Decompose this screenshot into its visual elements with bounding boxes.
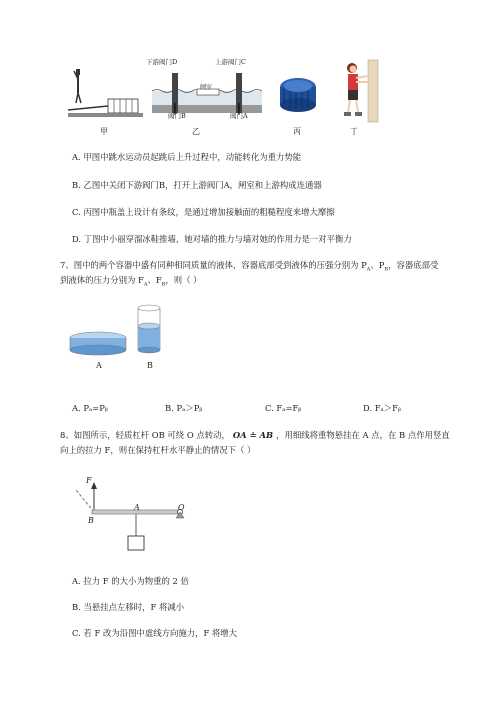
- q7-containers-figure: [68, 300, 178, 360]
- q6-option-b: B. 乙图中关闭下游阀门B，打开上游阀门A，闸室和上游构成连通器: [72, 180, 322, 190]
- figure-row-top: [60, 55, 380, 140]
- q7-sub-fa: A: [143, 281, 148, 288]
- container-a: [70, 332, 126, 355]
- girl-pushing-wall-illustration: [340, 60, 380, 125]
- q8-stem-1a: 8、如图所示，轻质杠杆 OB 可绕 O 点转动，: [60, 430, 230, 440]
- caption-yi: 乙: [192, 127, 200, 136]
- q7-stem-1b: 、P: [370, 260, 385, 270]
- label-valve-c: 上游阀门C: [215, 58, 246, 66]
- q7-option-d: D. Fₐ＞Fᵦ: [363, 403, 402, 413]
- caption-bing: 丙: [293, 127, 301, 136]
- q6-option-d: D. 丁图中小丽穿溜冰鞋推墙，她对墙的推力与墙对她的作用力是一对平衡力: [72, 234, 352, 244]
- q7-sub-pa: A: [366, 266, 371, 273]
- q8-option-c: C. 若 F 改为沿图中虚线方向施力，F 将增大: [72, 628, 238, 638]
- container-b: [138, 305, 160, 353]
- q7-label-b: B: [147, 361, 153, 370]
- q7-option-b: B. Pₐ＞Pᵦ: [165, 403, 203, 413]
- q8-stem-1b: ，用细线将重物悬挂在 A 点，在 B 点作用竖直: [276, 430, 450, 440]
- q7-stem-2b: 、F: [147, 275, 162, 285]
- q7-sub-fb: B: [161, 281, 166, 288]
- q7-option-c: C. Fₐ=Fᵦ: [265, 403, 302, 413]
- caption-ding: 丁: [350, 127, 358, 136]
- label-valve-b: 阀门B: [168, 112, 186, 120]
- q7-label-a: A: [96, 361, 102, 370]
- q8-option-b: B. 当悬挂点左移时，F 将减小: [72, 602, 185, 612]
- label-chamber: 闸室: [200, 84, 213, 91]
- label-valve-d: 下游阀门D: [146, 58, 178, 66]
- diver-illustration: [68, 63, 148, 133]
- q8-label-b: B: [88, 516, 94, 525]
- q7-stem-2a: 到液体的压力分别为 F: [60, 275, 144, 285]
- q8-formula: OA ≐ AB: [232, 430, 274, 440]
- q7-stem-1a: 7、图中的两个容器中盛有同种相同质量的液体，容器底部受到液体的压强分别为 P: [60, 260, 367, 270]
- q6-option-a: A. 甲图中跳水运动员起跳后上升过程中，动能转化为重力势能: [72, 152, 302, 162]
- q7-stem-2c: ，则（ ）: [165, 275, 202, 285]
- bottle-cap-illustration: [274, 73, 324, 118]
- q8-option-a: A. 拉力 F 的大小为物重的 2 倍: [72, 576, 189, 586]
- q7-stem-1c: ，容器底部受: [388, 260, 439, 270]
- caption-jia: 甲: [100, 127, 108, 136]
- q8-label-o: O: [178, 503, 185, 512]
- q6-option-c: C. 丙图中瓶盖上设计有条纹，是通过增加接触面的粗糙程度来增大摩擦: [72, 207, 335, 217]
- label-valve-a: 阀门A: [230, 112, 248, 120]
- q7-stem-line-2: [60, 274, 202, 291]
- q8-label-f: F: [86, 476, 92, 485]
- q8-label-a: A: [134, 503, 140, 512]
- q8-stem-line-2: 向上的拉力 F，则在保持杠杆水平静止的情况下（ ）: [60, 445, 256, 455]
- q8-stem-line-1: [60, 429, 450, 441]
- q7-sub-pb: B: [384, 266, 389, 273]
- q7-option-a: A. Pₐ=Pᵦ: [72, 403, 108, 413]
